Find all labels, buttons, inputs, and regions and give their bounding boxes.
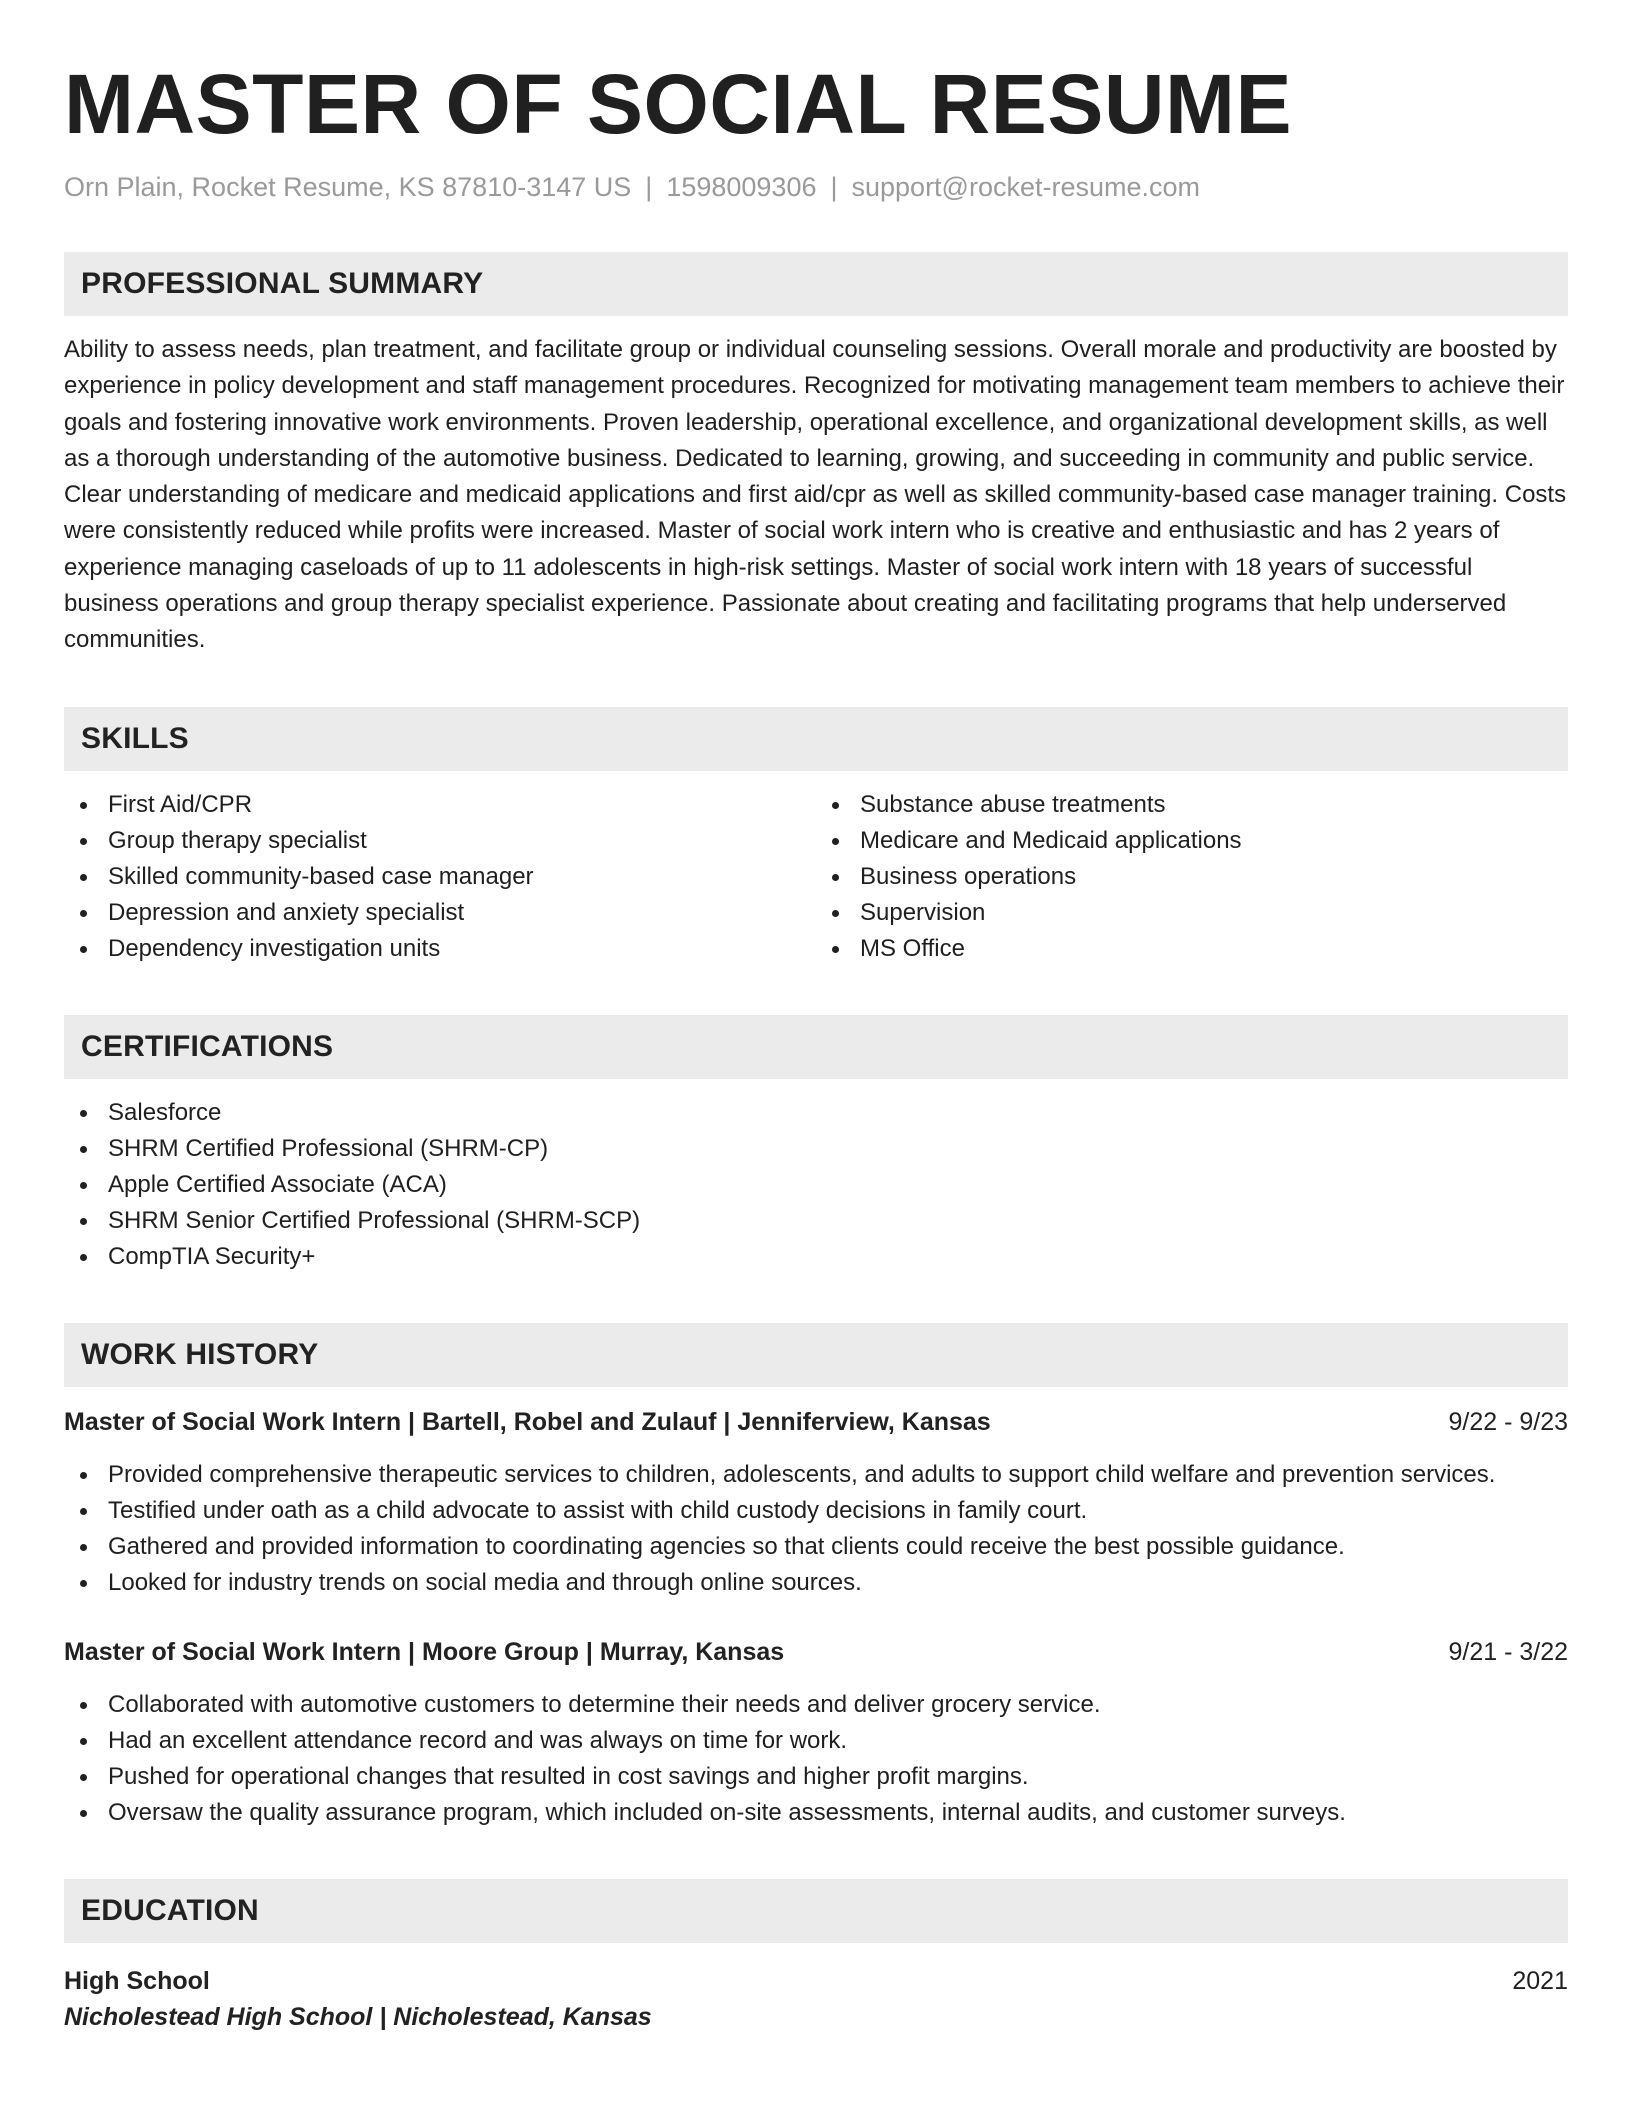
- job-bullet: Gathered and provided information to coordinating agencies so that clients could receive the best possible guidance.: [64, 1529, 1568, 1565]
- education-section-header: [64, 1879, 1568, 1943]
- skill-item: Business operations: [816, 859, 1568, 895]
- education-year: 2021: [1512, 1966, 1568, 1995]
- skill-item: First Aid/CPR: [64, 787, 816, 823]
- job-bullets: [64, 1457, 1568, 1601]
- skill-item: MS Office: [816, 931, 1568, 967]
- job-header: [64, 1635, 1568, 1669]
- job-entry: [64, 1635, 1568, 1831]
- certification-item: Apple Certified Associate (ACA): [64, 1167, 1568, 1203]
- skills-column-right: [816, 787, 1568, 967]
- skills-list: [64, 787, 1568, 967]
- certifications-heading: CERTIFICATIONS: [81, 1029, 334, 1063]
- contact-email: support@rocket-resume.com: [851, 172, 1201, 202]
- skill-item: Depression and anxiety specialist: [64, 895, 816, 931]
- job-bullet: Collaborated with automotive customers to determine their needs and deliver grocery service.: [64, 1687, 1568, 1723]
- summary-heading: PROFESSIONAL SUMMARY: [81, 267, 484, 300]
- skill-item: Medicare and Medicaid applications: [816, 823, 1568, 859]
- certification-item: CompTIA Security+: [64, 1239, 1568, 1275]
- skill-item: Supervision: [816, 895, 1568, 931]
- education-school: Nicholestead High School | Nicholestead, Kansas: [64, 2002, 652, 2031]
- education-header: [64, 1963, 1568, 1999]
- job-title: Master of Social Work Intern | Bartell, Robel and Zulauf | Jenniferview, Kansas: [64, 1407, 991, 1436]
- contact-address: Orn Plain, Rocket Resume, KS 87810-3147 US: [64, 172, 632, 202]
- job-bullet: Testified under oath as a child advocate to assist with child custody decisions in family court.: [64, 1493, 1568, 1529]
- job-bullet: Looked for industry trends on social media and through online sources.: [64, 1565, 1568, 1601]
- contact-phone: 1598009306: [666, 172, 817, 202]
- skills-column-left: [64, 787, 816, 967]
- work-section-header: [64, 1323, 1568, 1387]
- job-bullet: Had an excellent attendance record and was always on time for work.: [64, 1723, 1568, 1759]
- certification-item: SHRM Certified Professional (SHRM-CP): [64, 1131, 1568, 1167]
- job-header: [64, 1405, 1568, 1439]
- skills-heading: SKILLS: [81, 721, 189, 755]
- skill-item: Group therapy specialist: [64, 823, 816, 859]
- job-title: Master of Social Work Intern | Moore Group | Murray, Kansas: [64, 1637, 785, 1666]
- summary-text: Ability to assess needs, plan treatment, and facilitate group or individual counseling sessions. Overall morale and productivity are boosted by experience in policy development and staff management procedures. Recognized for motivating management team members to achieve their goals and fostering innovative work environments. Proven leadership, operational excellence, and organizational development skills, as well as a thorough understanding of the automotive business. Dedicated to learning, growing, and succeeding in community and public service. Clear understanding of medicare and medicaid applications and first aid/cpr as well as skilled community-based case manager training. Costs were consistently reduced while profits were increased. Master of social work intern who is creative and enthusiastic and has 2 years of experience managing caseloads of up to 11 adolescents in high-risk settings. Master of social work intern with 18 years of successful business operations and group therapy specialist experience. Passionate about creating and facilitating programs that help underserved communities.: [64, 336, 1567, 654]
- job-dates: 9/22 - 9/23: [1448, 1407, 1568, 1436]
- certification-item: SHRM Senior Certified Professional (SHRM-SCP): [64, 1203, 1568, 1239]
- job-bullet: Oversaw the quality assurance program, which included on-site assessments, internal audits, and customer surveys.: [64, 1795, 1568, 1831]
- skill-item: Substance abuse treatments: [816, 787, 1568, 823]
- job-bullet: Provided comprehensive therapeutic services to children, adolescents, and adults to support child welfare and prevention services.: [64, 1457, 1568, 1493]
- job-dates: 9/21 - 3/22: [1448, 1637, 1568, 1666]
- certifications-section-header: [64, 1015, 1568, 1079]
- education-entry: [64, 1963, 1568, 2035]
- contact-separator: |: [645, 172, 653, 202]
- skill-item: Skilled community-based case manager: [64, 859, 816, 895]
- summary-section-header: [64, 252, 1568, 316]
- contact-separator: |: [830, 172, 838, 202]
- certification-item: Salesforce: [64, 1095, 1568, 1131]
- job-bullet: Pushed for operational changes that resulted in cost savings and higher profit margins.: [64, 1759, 1568, 1795]
- resume-title: MASTER OF SOCIAL RESUME: [64, 57, 1293, 151]
- certifications-list: [64, 1095, 1568, 1275]
- job-bullets: [64, 1687, 1568, 1831]
- work-heading: WORK HISTORY: [81, 1337, 319, 1371]
- skill-item: Dependency investigation units: [64, 931, 816, 967]
- contact-line: [64, 170, 1568, 204]
- job-entry: [64, 1405, 1568, 1601]
- education-heading: EDUCATION: [81, 1893, 259, 1927]
- skills-section-header: [64, 707, 1568, 771]
- education-degree: High School: [64, 1966, 210, 1995]
